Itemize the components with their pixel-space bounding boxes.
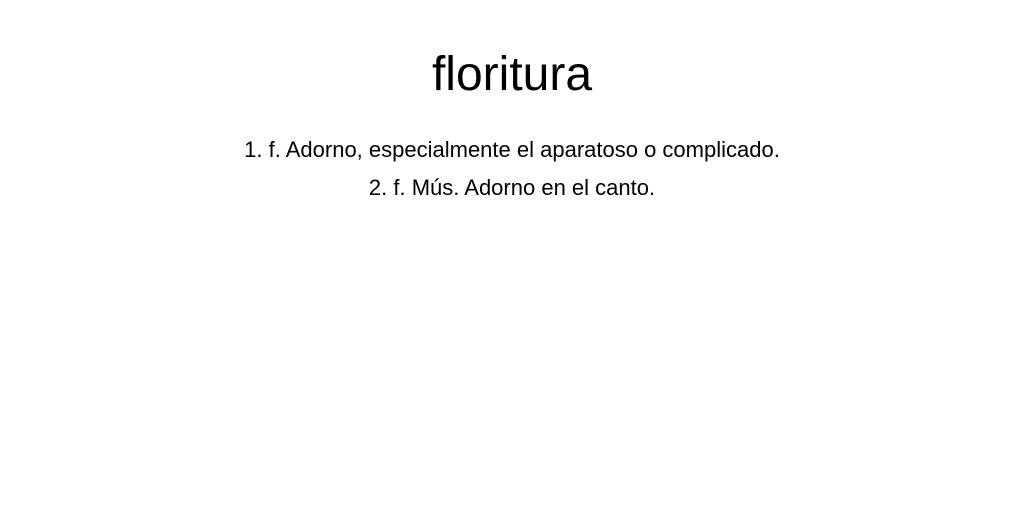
entry-headword: floritura bbox=[431, 48, 593, 101]
definition-item: 1. f. Adorno, especialmente el aparatoso o complicado. bbox=[244, 137, 780, 162]
definition-list bbox=[0, 131, 1024, 207]
definition-item: 2. f. Mús. Adorno en el canto. bbox=[368, 175, 656, 200]
